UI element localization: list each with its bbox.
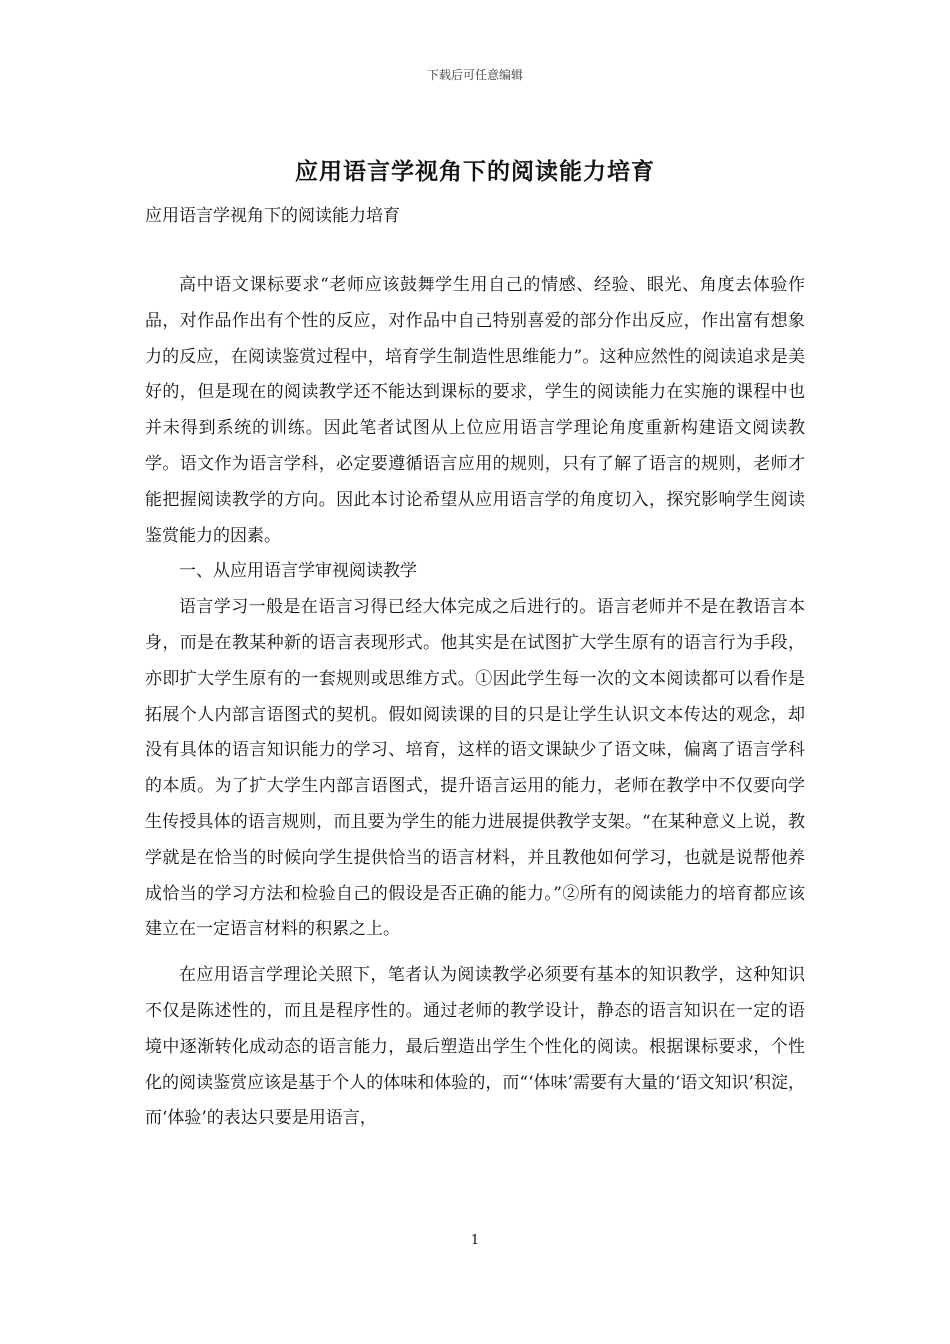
paragraph: 高中语文课标要求“老师应该鼓舞学生用自己的情感、经验、眼光、角度去体验作品，对作品作出有个性的反应，对作品中自己特别喜爱的部分作出反应，作出富有想象力的反应，在阅读鉴赏过程中，培育学生制造性思维能力”。这种应然性的阅读追求是美好的，但是现在的阅读教学还不能达到课标的要求，学生的阅读能力在实施的课程中也并未得到系统的训练。因此笔者试图从上位应用语言学理论角度重新构建语文阅读教学。语文作为语言学科，必定要遵循语言应用的规则，只有了解了语言的规则，老师才能把握阅读教学的方向。因此本讨论希望从应用语言学的角度切入，探究影响学生阅读鉴赏能力的因素。 — [145, 275, 805, 546]
page-number: 1 — [470, 1233, 480, 1248]
section-heading: 一、从应用语言学审视阅读教学 — [179, 561, 417, 582]
paragraph: 在应用语言学理论关照下，笔者认为阅读教学必须要有基本的知识教学，这种知识不仅是陈述性的，而且是程序性的。通过老师的教学设计，静态的语言知识在一定的语境中逐渐转化成动态的语言能力，最后塑造出学生个性化的阅读。根据课标要求，个性化的阅读鉴赏应该是基于个人的体味和体验的，而“‘体味’需要有大量的‘语文知识’积淀，而‘体验’的表达只要是用语言， — [145, 965, 805, 1129]
document-title: 应用语言学视角下的阅读能力培育 — [295, 158, 655, 185]
paragraph: 语言学习一般是在语言习得已经大体完成之后进行的。语言老师并不是在教语言本身，而是在教某种新的语言表现形式。他其实是在试图扩大学生原有的语言行为手段，亦即扩大学生原有的一套规则或思维方式。①因此学生每一次的文本阅读都可以看作是拓展个人内部言语图式的契机。假如阅读课的目的只是让学生认识文本传达的观念，却没有具体的语言知识能力的学习、培育，这样的语文课缺少了语文味，偏离了语言学科的本质。为了扩大学生内部言语图式，提升语言运用的能力，老师在教学中不仅要向学生传授具体的语言规则，而且要为学生的能力进展提供教学支架。“在某种意义上说，教学就是在恰当的时候向学生提供恰当的语言材料，并且教他如何学习，也就是说帮他养成恰当的学习方法和检验自己的假设是否正确的能力。”②所有的阅读能力的培育都应该建立在一定语言材料的积累之上。 — [145, 597, 805, 940]
header-note: 下载后可任意编辑 — [426, 68, 523, 82]
document-subtitle: 应用语言学视角下的阅读能力培育 — [145, 206, 400, 226]
document-body — [145, 268, 805, 1137]
